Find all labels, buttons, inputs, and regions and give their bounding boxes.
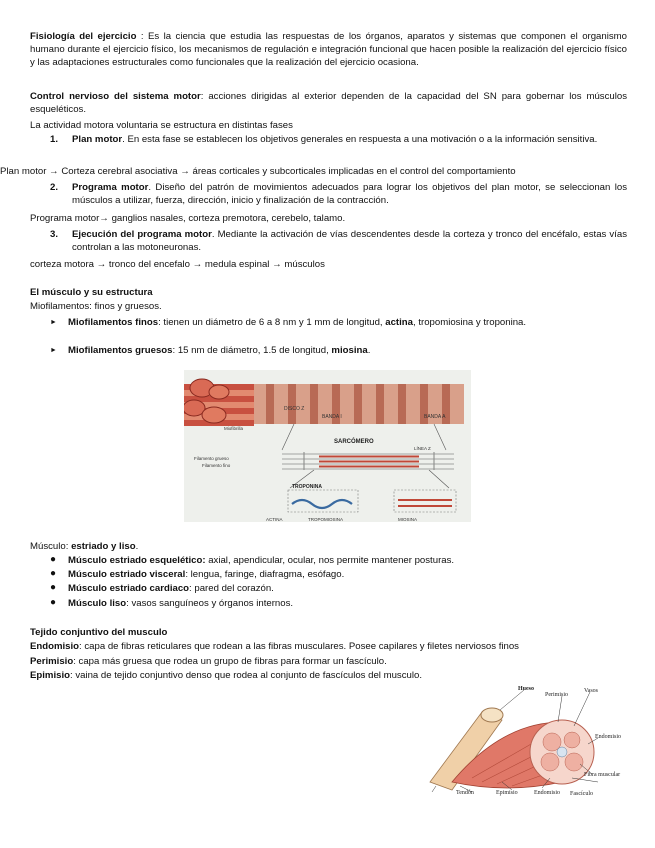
item-term: Miofilamentos finos bbox=[68, 317, 159, 328]
sarcomere-illustration bbox=[184, 370, 471, 522]
intro-text: : Es la ciencia que estudia las respuestas de los órganos, aparatos y sistemas que componen el organismo humano durante el ejercicio físico, los mecanismos de regulación e integración funcional que hacen posible la realización del ejercicio físico y las adaptaciones estructurales como funcionales que la realización del ejercicio ocasiona. bbox=[30, 31, 627, 68]
miofilamentos-line: Miofilamentos: finos y gruesos. bbox=[30, 301, 162, 312]
item-bold: miosina bbox=[331, 345, 368, 356]
tejido-term: Epimisio bbox=[30, 670, 70, 681]
banda-i-label: BANDA I bbox=[322, 414, 342, 420]
bullet-icon: ● bbox=[50, 568, 57, 579]
tejido-heading: Tejido conjuntivo del musculo bbox=[30, 627, 168, 638]
epimisio-label: Epimisio bbox=[496, 790, 518, 796]
fil-grueso-label: Filamento grueso bbox=[194, 456, 229, 461]
musculo-pre: Músculo: bbox=[30, 541, 72, 552]
step-desc: . Diseño del patrón de movimientos adecuados para lograr los objetivos del plan motor, se seleccionan los músculos a utilizar, fuerza, dirección, inicio y finalización de la contracción. bbox=[72, 182, 627, 206]
item-bold: actina bbox=[385, 317, 413, 328]
type-text: axial, apendicular, ocular, nos permite mantener posturas. bbox=[205, 555, 455, 566]
intro-term: Fisiología del ejercicio bbox=[30, 31, 137, 42]
type-term: Músculo estriado esquelético: bbox=[68, 555, 206, 566]
type-text: : lengua, faringe, diafragma, esófago. bbox=[185, 569, 345, 580]
step-text bbox=[72, 228, 627, 254]
tejido-text: : vaina de tejido conjuntivo denso que rodea al conjunto de fascículos del musculo. bbox=[69, 670, 422, 681]
fil-fino-label: Filamento fino bbox=[202, 463, 231, 468]
molecular-detail bbox=[288, 490, 456, 512]
actina-label: ACTINA bbox=[266, 517, 283, 522]
tejido-term: Endomisio bbox=[30, 641, 80, 652]
endomisio2-label: Endomisio bbox=[534, 790, 561, 796]
tejido-text: : capa más gruesa que rodea un grupo de fibras para formar un fascículo. bbox=[73, 656, 387, 667]
sarcomero-label: SARCÓMERO bbox=[334, 439, 374, 445]
disco-label: DISCO Z bbox=[284, 406, 305, 412]
step-number: 2. bbox=[50, 182, 59, 193]
muscle-crosssection-illustration bbox=[412, 682, 627, 800]
arrow-bullet-icon: ► bbox=[50, 319, 57, 326]
arrow-bullet-icon: ► bbox=[50, 347, 57, 354]
musculo-post: . bbox=[135, 541, 139, 552]
step-text bbox=[72, 133, 627, 146]
step-number: 1. bbox=[50, 134, 59, 145]
type-term: Músculo estriado visceral bbox=[68, 569, 186, 580]
muscle-fiber-bundle bbox=[184, 379, 254, 426]
bullet-icon: ● bbox=[50, 554, 57, 565]
chain-ejecucion: corteza motora → tronco del encefalo → medula espinal → músculos bbox=[30, 259, 325, 270]
bullet-icon: ● bbox=[50, 597, 57, 608]
item-text: : 15 nm de diámetro, 1.5 de longitud, bbox=[172, 345, 332, 356]
muscle-crosssection-figure bbox=[412, 682, 627, 800]
control-paragraph bbox=[30, 90, 627, 116]
type-term: Músculo liso bbox=[68, 598, 127, 609]
miofibrilla-label: Miofibrilla bbox=[224, 426, 244, 431]
banda-a-label: BANDA A bbox=[424, 414, 446, 420]
step-term: Programa motor bbox=[72, 182, 149, 193]
control-line2: La actividad motora voluntaria se estructura en distintas fases bbox=[30, 120, 293, 131]
linea-z-label: LÍNEA Z bbox=[414, 446, 431, 451]
step-text bbox=[72, 181, 627, 207]
chain-programa-motor: Programa motor→ ganglios nasales, corteza premotora, cerebelo, talamo. bbox=[30, 213, 346, 224]
fasciculo-label: Fascículo bbox=[570, 791, 593, 797]
endomisio-line bbox=[30, 640, 627, 653]
tejido-text: : capa de fibras reticulares que rodean a las fibras musculares. Posee capilares y filetes nerviosos finos bbox=[79, 641, 519, 652]
tejido-term: Perimisio bbox=[30, 656, 74, 667]
hueso-label: Hueso bbox=[518, 686, 535, 692]
item-text2: . bbox=[367, 345, 371, 356]
musculo-bold: estriado y liso bbox=[71, 541, 136, 552]
muscle-heading: El músculo y su estructura bbox=[30, 287, 153, 298]
perimisio-label: Perimisio bbox=[545, 692, 569, 698]
step-term: Ejecución del programa motor bbox=[72, 229, 212, 240]
item-text2: , tropomiosina y troponina. bbox=[413, 317, 527, 328]
epimisio-line bbox=[30, 669, 627, 682]
miosina-label: MIOSINA bbox=[398, 517, 418, 522]
troponina-label: TROPONINA bbox=[292, 484, 322, 490]
sarcomere-figure bbox=[184, 370, 471, 522]
control-text: : acciones dirigidas al exterior dependen de la capacidad del SN para gobernar los músculos esqueléticos. bbox=[30, 91, 627, 115]
chain-plan-motor: Plan motor → Corteza cerebral asociativa → áreas corticales y subcorticales implicadas en el control del comportamiento bbox=[0, 166, 516, 177]
perimisio-line bbox=[30, 655, 627, 668]
tropomiosina-label: TROPOMIOSINA bbox=[308, 517, 344, 522]
step-number: 3. bbox=[50, 229, 59, 240]
control-term: Control nervioso del sistema motor bbox=[30, 91, 201, 102]
type-text: : vasos sanguíneos y órganos internos. bbox=[126, 598, 294, 609]
step-desc: . En esta fase se establecen los objetivos generales en respuesta a una motivación o a la información sensitiva. bbox=[122, 134, 598, 145]
type-text: : pared del corazón. bbox=[189, 583, 274, 594]
musculo-line bbox=[30, 540, 627, 553]
vasos-label: Vasos bbox=[584, 688, 599, 694]
endomisio-label: Endomisio bbox=[595, 734, 622, 740]
bullet-icon: ● bbox=[50, 582, 57, 593]
tendon-label: Tendón bbox=[456, 790, 474, 796]
type-term: Músculo estriado cardiaco bbox=[68, 583, 190, 594]
item-term: Miofilamentos gruesos bbox=[68, 345, 173, 356]
filament-array bbox=[282, 452, 454, 470]
intro-paragraph bbox=[30, 30, 627, 69]
item-text: : tienen un diámetro de 6 a 8 nm y 1 mm de longitud, bbox=[158, 317, 386, 328]
step-desc: . Mediante la activación de vías descendentes desde la corteza y tronco del encéfalo, estas vías controlan a las motoneuronas. bbox=[72, 229, 627, 253]
fibra-label: Fibra muscular bbox=[584, 772, 621, 778]
step-term: Plan motor bbox=[72, 134, 123, 145]
